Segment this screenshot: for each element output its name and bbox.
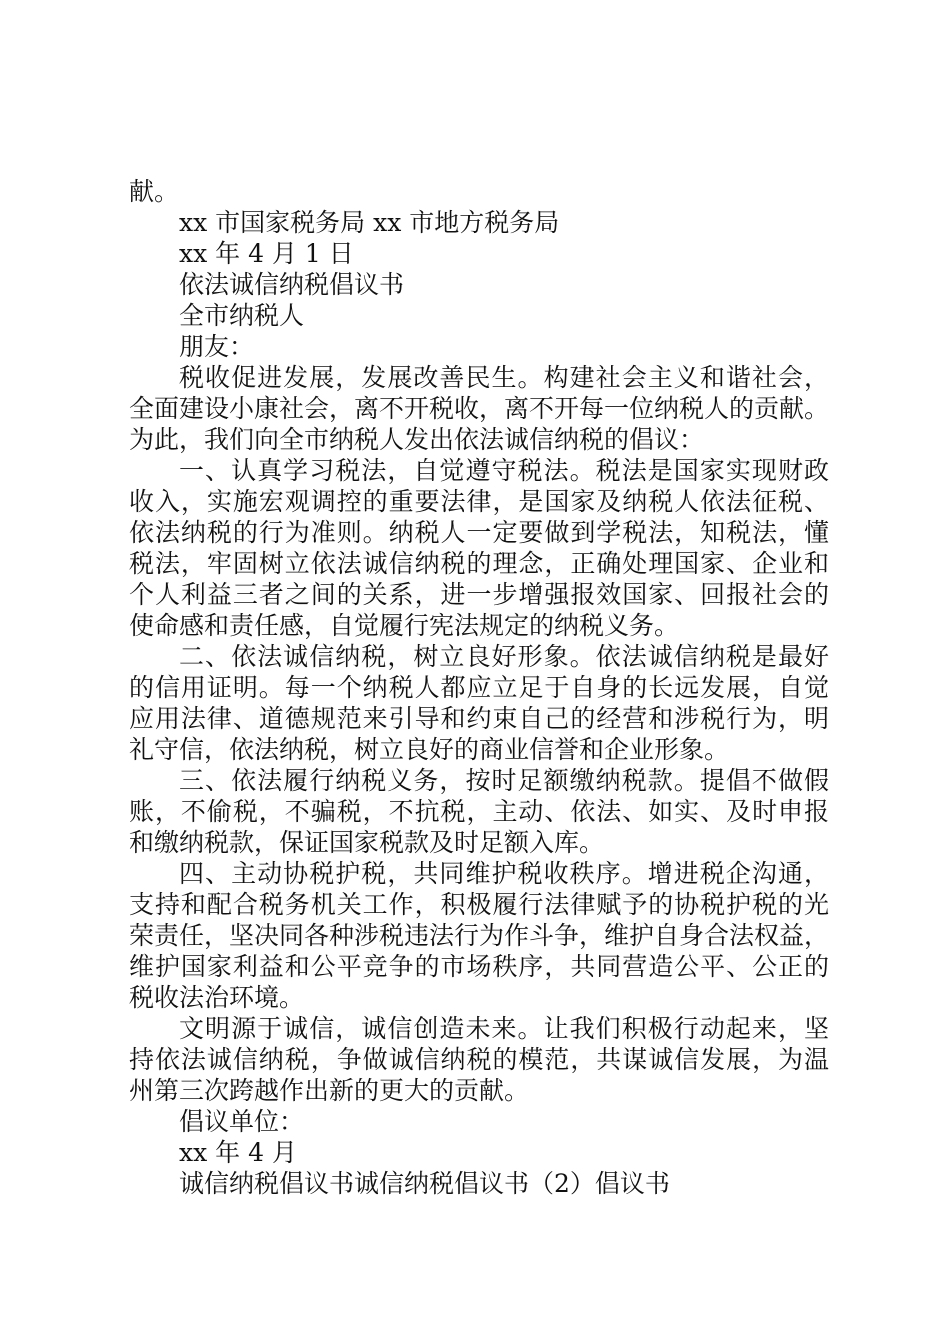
text-line: 献。 (129, 177, 180, 206)
paragraph-line: 和缴纳税款，保证国家税款及时足额入库。 (129, 828, 605, 857)
paragraph-line: 账，不偷税，不骗税，不抗税，主动、依法、如实、及时申报 (129, 797, 829, 826)
paragraph-line: 全面建设小康社会，离不开税收，离不开每一位纳税人的贡献。 (129, 394, 830, 423)
date-line: xx 年 4 月 1 日 (179, 239, 354, 268)
paragraph-line: 持依法诚信纳税，争做诚信纳税的模范，共谋诚信发展，为温 (129, 1045, 829, 1074)
document-title: 依法诚信纳税倡议书 (179, 270, 405, 299)
signature-line: 倡议单位： (179, 1107, 305, 1136)
paragraph-line: 税收促进发展，发展改善民生。构建社会主义和谐社会， (179, 363, 829, 392)
salutation-line: 朋友： (179, 332, 255, 361)
paragraph-line: 收入，实施宏观调控的重要法律，是国家及纳税人依法征税、 (129, 487, 829, 516)
paragraph-line: 税法，牢固树立依法诚信纳税的理念，正确处理国家、企业和 (129, 549, 829, 578)
paragraph-line: 税收法治环境。 (129, 983, 305, 1012)
paragraph-line: 依法纳税的行为准则。纳税人一定要做到学税法，知税法，懂 (129, 518, 829, 547)
paragraph-line: 为此，我们向全市纳税人发出依法诚信纳税的倡议： (129, 425, 705, 454)
salutation-line: 全市纳税人 (179, 301, 305, 330)
paragraph-line: 二、依法诚信纳税，树立良好形象。依法诚信纳税是最好 (179, 642, 829, 671)
paragraph-line: 州第三次跨越作出新的更大的贡献。 (129, 1076, 530, 1105)
document-body (129, 176, 829, 1199)
paragraph-line: 应用法律、道德规范来引导和约束自己的经营和涉税行为，明 (129, 704, 829, 733)
paragraph-line: 维护国家利益和公平竞争的市场秩序，共同营造公平、公正的 (129, 952, 829, 981)
paragraph-line: 一、认真学习税法，自觉遵守税法。税法是国家实现财政 (179, 456, 829, 485)
paragraph-line: 使命感和责任感，自觉履行宪法规定的纳税义务。 (129, 611, 680, 640)
paragraph-line: 三、依法履行纳税义务，按时足额缴纳税款。提倡不做假 (179, 766, 829, 795)
issuer-line: xx 市国家税务局 xx 市地方税务局 (179, 208, 560, 237)
paragraph-line: 礼守信，依法纳税，树立良好的商业信誉和企业形象。 (129, 735, 730, 764)
paragraph-line: 四、主动协税护税，共同维护税收秩序。增进税企沟通， (179, 859, 829, 888)
paragraph-line: 文明源于诚信，诚信创造未来。让我们积极行动起来，坚 (179, 1014, 829, 1043)
paragraph-line: 个人利益三者之间的关系，进一步增强报效国家、回报社会的 (129, 580, 829, 609)
section-heading: 诚信纳税倡议书诚信纳税倡议书（2）倡议书 (179, 1169, 670, 1198)
paragraph-line: 支持和配合税务机关工作，积极履行法律赋予的协税护税的光 (129, 890, 829, 919)
paragraph-line: 的信用证明。每一个纳税人都应立足于自身的长远发展，自觉 (129, 673, 829, 702)
paragraph-line: 荣责任，坚决同各种涉税违法行为作斗争，维护自身合法权益， (129, 921, 830, 950)
signature-date-line: xx 年 4 月 (179, 1138, 297, 1167)
